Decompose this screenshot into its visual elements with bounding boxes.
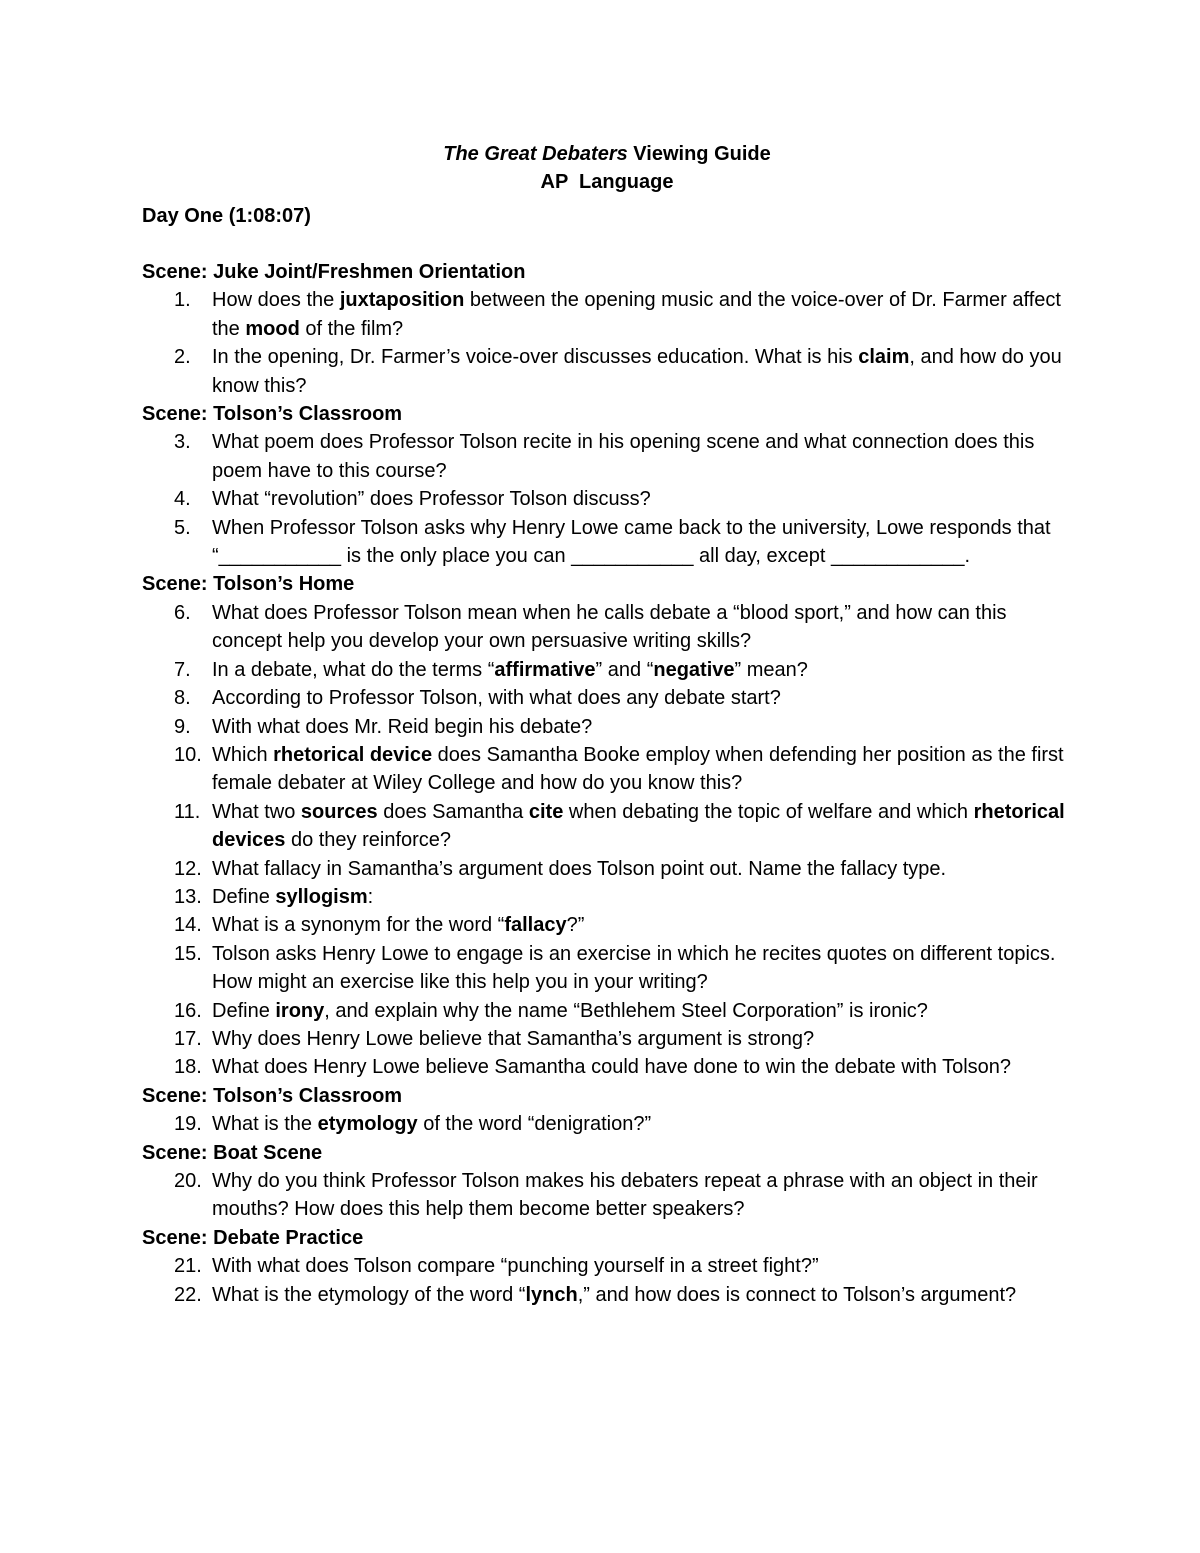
key-term: etymology bbox=[317, 1113, 418, 1136]
question-number: 10. bbox=[174, 743, 202, 766]
question-number: 18. bbox=[174, 1056, 202, 1079]
question-text: Which bbox=[212, 743, 274, 766]
question-text: With what does Tolson compare “punching yourself in a street fight?” bbox=[212, 1255, 819, 1278]
question-list bbox=[142, 286, 1072, 400]
question-text: , and explain why the name “Bethlehem Steel Corporation” is ironic? bbox=[324, 999, 928, 1022]
scene-heading: Scene: Juke Joint/Freshmen Orientation bbox=[142, 261, 526, 283]
question-text: When Professor Tolson asks why Henry Lowe came back to the university, Lowe responds that “___________ is the only place you can ___________ all day, except ____________. bbox=[212, 516, 1051, 568]
key-term: fallacy bbox=[504, 914, 567, 937]
question-text: How does the bbox=[212, 289, 340, 312]
question-item bbox=[142, 798, 1072, 855]
scene-heading: Scene: Boat Scene bbox=[142, 1141, 323, 1164]
question-text: What fallacy in Samantha’s argument does Tolson point out. Name the fallacy type. bbox=[212, 857, 947, 880]
scene-heading: Scene: Debate Practice bbox=[142, 1226, 364, 1249]
question-item bbox=[142, 1281, 1072, 1309]
question-text: In a debate, what do the terms “ bbox=[212, 658, 495, 681]
key-term: rhetorical device bbox=[273, 743, 433, 766]
question-text: ” and “ bbox=[595, 658, 654, 681]
question-number: 15. bbox=[174, 942, 202, 965]
question-item bbox=[142, 911, 1072, 939]
question-item bbox=[142, 286, 1072, 343]
question-text: Why do you think Professor Tolson makes his debaters repeat a phrase with an object in their mouths? How does this help them become better speakers? bbox=[212, 1170, 1038, 1221]
question-item bbox=[142, 883, 1072, 911]
question-text: According to Professor Tolson, with what does any debate start? bbox=[212, 687, 781, 710]
day-heading: Day One (1:08:07) bbox=[142, 205, 311, 227]
course-subtitle: AP Language bbox=[540, 171, 674, 193]
question-text: when debating the topic of welfare and which bbox=[563, 800, 974, 823]
question-number: 3. bbox=[174, 431, 191, 454]
question-list bbox=[142, 1167, 1072, 1224]
question-item bbox=[142, 940, 1072, 997]
question-number: 19. bbox=[174, 1113, 202, 1136]
question-text: What does Henry Lowe believe Samantha could have done to win the debate with Tolson? bbox=[212, 1056, 1012, 1079]
scene-heading: Scene: Tolson’s Home bbox=[142, 573, 355, 596]
question-text: ” mean? bbox=[734, 658, 808, 681]
question-item bbox=[142, 599, 1072, 656]
key-term: irony bbox=[275, 999, 325, 1022]
scene-heading: Scene: Tolson’s Classroom bbox=[142, 403, 403, 426]
key-term: cite bbox=[528, 800, 564, 823]
document-title bbox=[142, 140, 1072, 168]
question-text: does Samantha Booke employ when defending her position as the first female debater at Wiley College and how do you know this? bbox=[212, 743, 1064, 795]
question-text: What two bbox=[212, 800, 301, 823]
question-item bbox=[142, 428, 1072, 485]
question-number: 7. bbox=[174, 658, 191, 681]
question-list bbox=[142, 1110, 1072, 1138]
question-item bbox=[142, 656, 1072, 684]
question-text: of the film? bbox=[299, 317, 404, 340]
question-number: 20. bbox=[174, 1170, 202, 1192]
viewing-guide bbox=[142, 140, 1072, 1309]
question-number: 21. bbox=[174, 1255, 202, 1278]
question-item bbox=[142, 855, 1072, 883]
question-number: 1. bbox=[174, 289, 191, 312]
key-term: rhetorical devices bbox=[212, 800, 1065, 852]
scene-sections bbox=[142, 258, 1072, 1309]
question-text: between the opening music and the voice-over of Dr. Farmer affect the bbox=[212, 289, 1061, 340]
title-suffix: Viewing Guide bbox=[627, 143, 771, 165]
question-text: does Samantha bbox=[377, 800, 529, 823]
question-text: ?” bbox=[566, 914, 585, 937]
question-text: do they reinforce? bbox=[285, 829, 452, 852]
key-term: negative bbox=[653, 658, 735, 681]
question-text: Tolson asks Henry Lowe to engage is an exercise in which he recites quotes on different topics. How might an exercise like this help you in your writing? bbox=[212, 942, 1056, 994]
question-number: 6. bbox=[174, 601, 191, 624]
question-number: 9. bbox=[174, 715, 191, 738]
question-item bbox=[142, 1053, 1072, 1081]
question-number: 16. bbox=[174, 999, 202, 1022]
question-text: ,” and how does is connect to Tolson’s argument? bbox=[577, 1283, 1017, 1306]
key-term: syllogism bbox=[275, 885, 368, 908]
key-term: lynch bbox=[525, 1283, 578, 1306]
film-title: The Great Debaters bbox=[443, 143, 628, 165]
question-number: 12. bbox=[174, 857, 202, 880]
key-term: mood bbox=[245, 317, 300, 340]
question-number: 13. bbox=[174, 885, 202, 908]
question-text: What is a synonym for the word “ bbox=[212, 914, 505, 937]
blank-line bbox=[142, 230, 1072, 258]
question-item bbox=[142, 1110, 1072, 1138]
question-number: 8. bbox=[174, 687, 191, 710]
question-number: 4. bbox=[174, 488, 191, 511]
question-item bbox=[142, 684, 1072, 712]
question-text: What is the bbox=[212, 1113, 318, 1136]
question-text: Define bbox=[212, 999, 276, 1022]
question-number: 22. bbox=[174, 1283, 202, 1306]
question-item bbox=[142, 1167, 1072, 1224]
question-list bbox=[142, 428, 1072, 570]
question-text: , and how do you know this? bbox=[212, 346, 1062, 397]
key-term: affirmative bbox=[494, 658, 596, 681]
key-term: juxtaposition bbox=[339, 289, 465, 312]
key-term: claim bbox=[858, 346, 910, 369]
question-text: What poem does Professor Tolson recite in his opening scene and what connection does this poem have to this course? bbox=[212, 431, 1035, 482]
question-list bbox=[142, 1252, 1072, 1309]
question-text: What is the etymology of the word “ bbox=[212, 1283, 526, 1306]
question-text: Define bbox=[212, 885, 276, 908]
question-item bbox=[142, 1252, 1072, 1280]
question-list bbox=[142, 599, 1072, 1082]
question-text: of the word “denigration?” bbox=[417, 1113, 652, 1136]
question-text: Why does Henry Lowe believe that Samantha’s argument is strong? bbox=[212, 1027, 815, 1050]
question-item bbox=[142, 713, 1072, 741]
question-number: 11. bbox=[174, 800, 201, 823]
question-item bbox=[142, 343, 1072, 400]
question-text: : bbox=[367, 885, 374, 908]
question-item bbox=[142, 1025, 1072, 1053]
question-text: What “revolution” does Professor Tolson discuss? bbox=[212, 488, 651, 511]
question-item bbox=[142, 741, 1072, 798]
question-number: 14. bbox=[174, 914, 202, 937]
question-text: With what does Mr. Reid begin his debate? bbox=[212, 715, 593, 738]
question-item bbox=[142, 997, 1072, 1025]
question-number: 2. bbox=[174, 346, 191, 369]
question-item bbox=[142, 485, 1072, 513]
question-text: What does Professor Tolson mean when he calls debate a “blood sport,” and how can this concept help you develop your own persuasive writing skills? bbox=[212, 601, 1007, 653]
question-text: In the opening, Dr. Farmer’s voice-over discusses education. What is his bbox=[212, 346, 859, 369]
key-term: sources bbox=[300, 800, 378, 823]
scene-heading: Scene: Tolson’s Classroom bbox=[142, 1084, 403, 1107]
question-item bbox=[142, 514, 1072, 571]
question-number: 5. bbox=[174, 516, 191, 539]
question-number: 17. bbox=[174, 1027, 202, 1050]
